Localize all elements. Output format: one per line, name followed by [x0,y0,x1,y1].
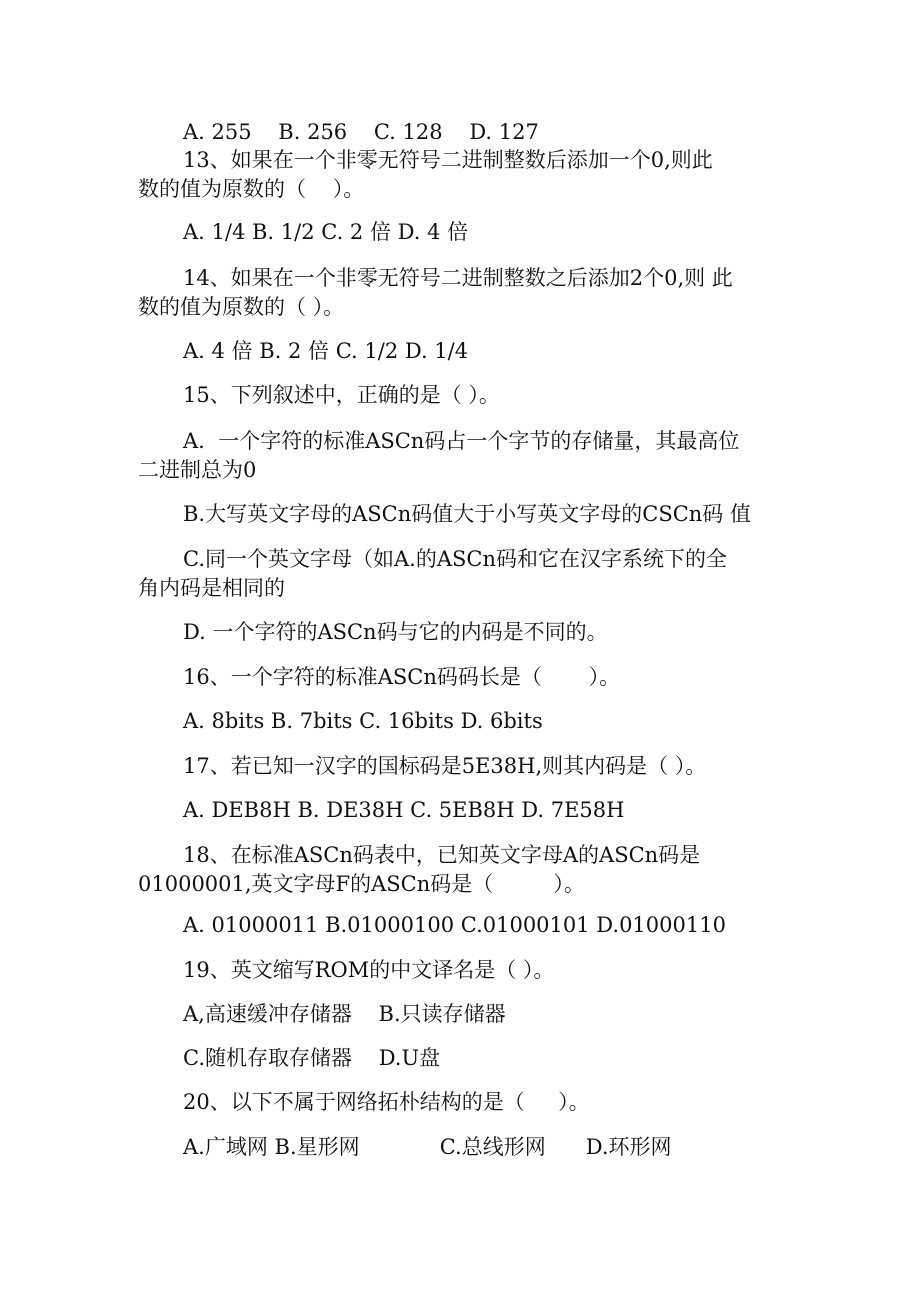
q17-stem: 17、若已知一汉字的国标码是5E38H,则其内码是（ ）。 [183,754,707,778]
q15-option-c-line2: 角内码是相同的 [138,576,285,600]
q19-options-line2: C.随机存取存储器 D.U盘 [183,1046,441,1070]
q13-options: A. 1/4 B. 1/2 C. 2 倍 D. 4 倍 [183,220,469,244]
q14-stem-line2: 数的值为原数的（ ）。 [138,295,345,319]
q17-options: A. DEB8H B. DE38H C. 5EB8H D. 7E58H [183,798,625,822]
q15-option-b: B.大写英文字母的ASCn码值大于小写英文字母的CSCn码 值 [183,502,751,526]
q15-option-a-line2: 二进制总为0 [138,458,257,482]
q13-stem-line1: 13、如果在一个非零无符号二进制整数后添加一个0,则此 [183,148,713,172]
q15-option-c-line1: C.同一个英文字母（如A.的ASCn码和它在汉字系统下的全 [183,547,727,571]
q19-stem: 19、英文缩写ROM的中文译名是（ ）。 [183,958,555,982]
q20-options: A.广域网 B.星形网 C.总线形网 D.环形网 [183,1135,672,1159]
q18-stem-line1: 18、在标准ASCn码表中，已知英文字母A的ASCn码是 [183,843,701,867]
q18-stem-line2: 01000001,英文字母F的ASCn码是（ ）。 [138,872,585,896]
q19-options-line1: A,高速缓冲存储器 B.只读存储器 [183,1002,506,1026]
q16-options: A. 8bits B. 7bits C. 16bits D. 6bits [183,709,543,733]
q18-options: A. 01000011 B.01000100 C.01000101 D.01000110 [183,913,726,937]
q14-options: A. 4 倍 B. 2 倍 C. 1/2 D. 1/4 [183,339,469,363]
q16-stem: 16、一个字符的标准ASCn码码长是（ ）。 [183,665,621,689]
q14-stem-line1: 14、如果在一个非零无符号二进制整数之后添加2个0,则 此 [183,266,733,290]
q15-option-a-line1: A. 一个字符的标准ASCn码占一个字节的存储量，其最高位 [183,429,740,453]
q13-stem-line2: 数的值为原数的（ ）。 [138,177,365,201]
q15-option-d: D. 一个字符的ASCn码与它的内码是不同的。 [183,620,608,644]
q20-stem: 20、以下不属于网络拓朴结构的是（ ）。 [183,1090,590,1114]
q12-options: A. 255 B. 256 C. 128 D. 127 [183,120,539,144]
q15-stem: 15、下列叙述中，正确的是（ ）。 [183,383,500,407]
